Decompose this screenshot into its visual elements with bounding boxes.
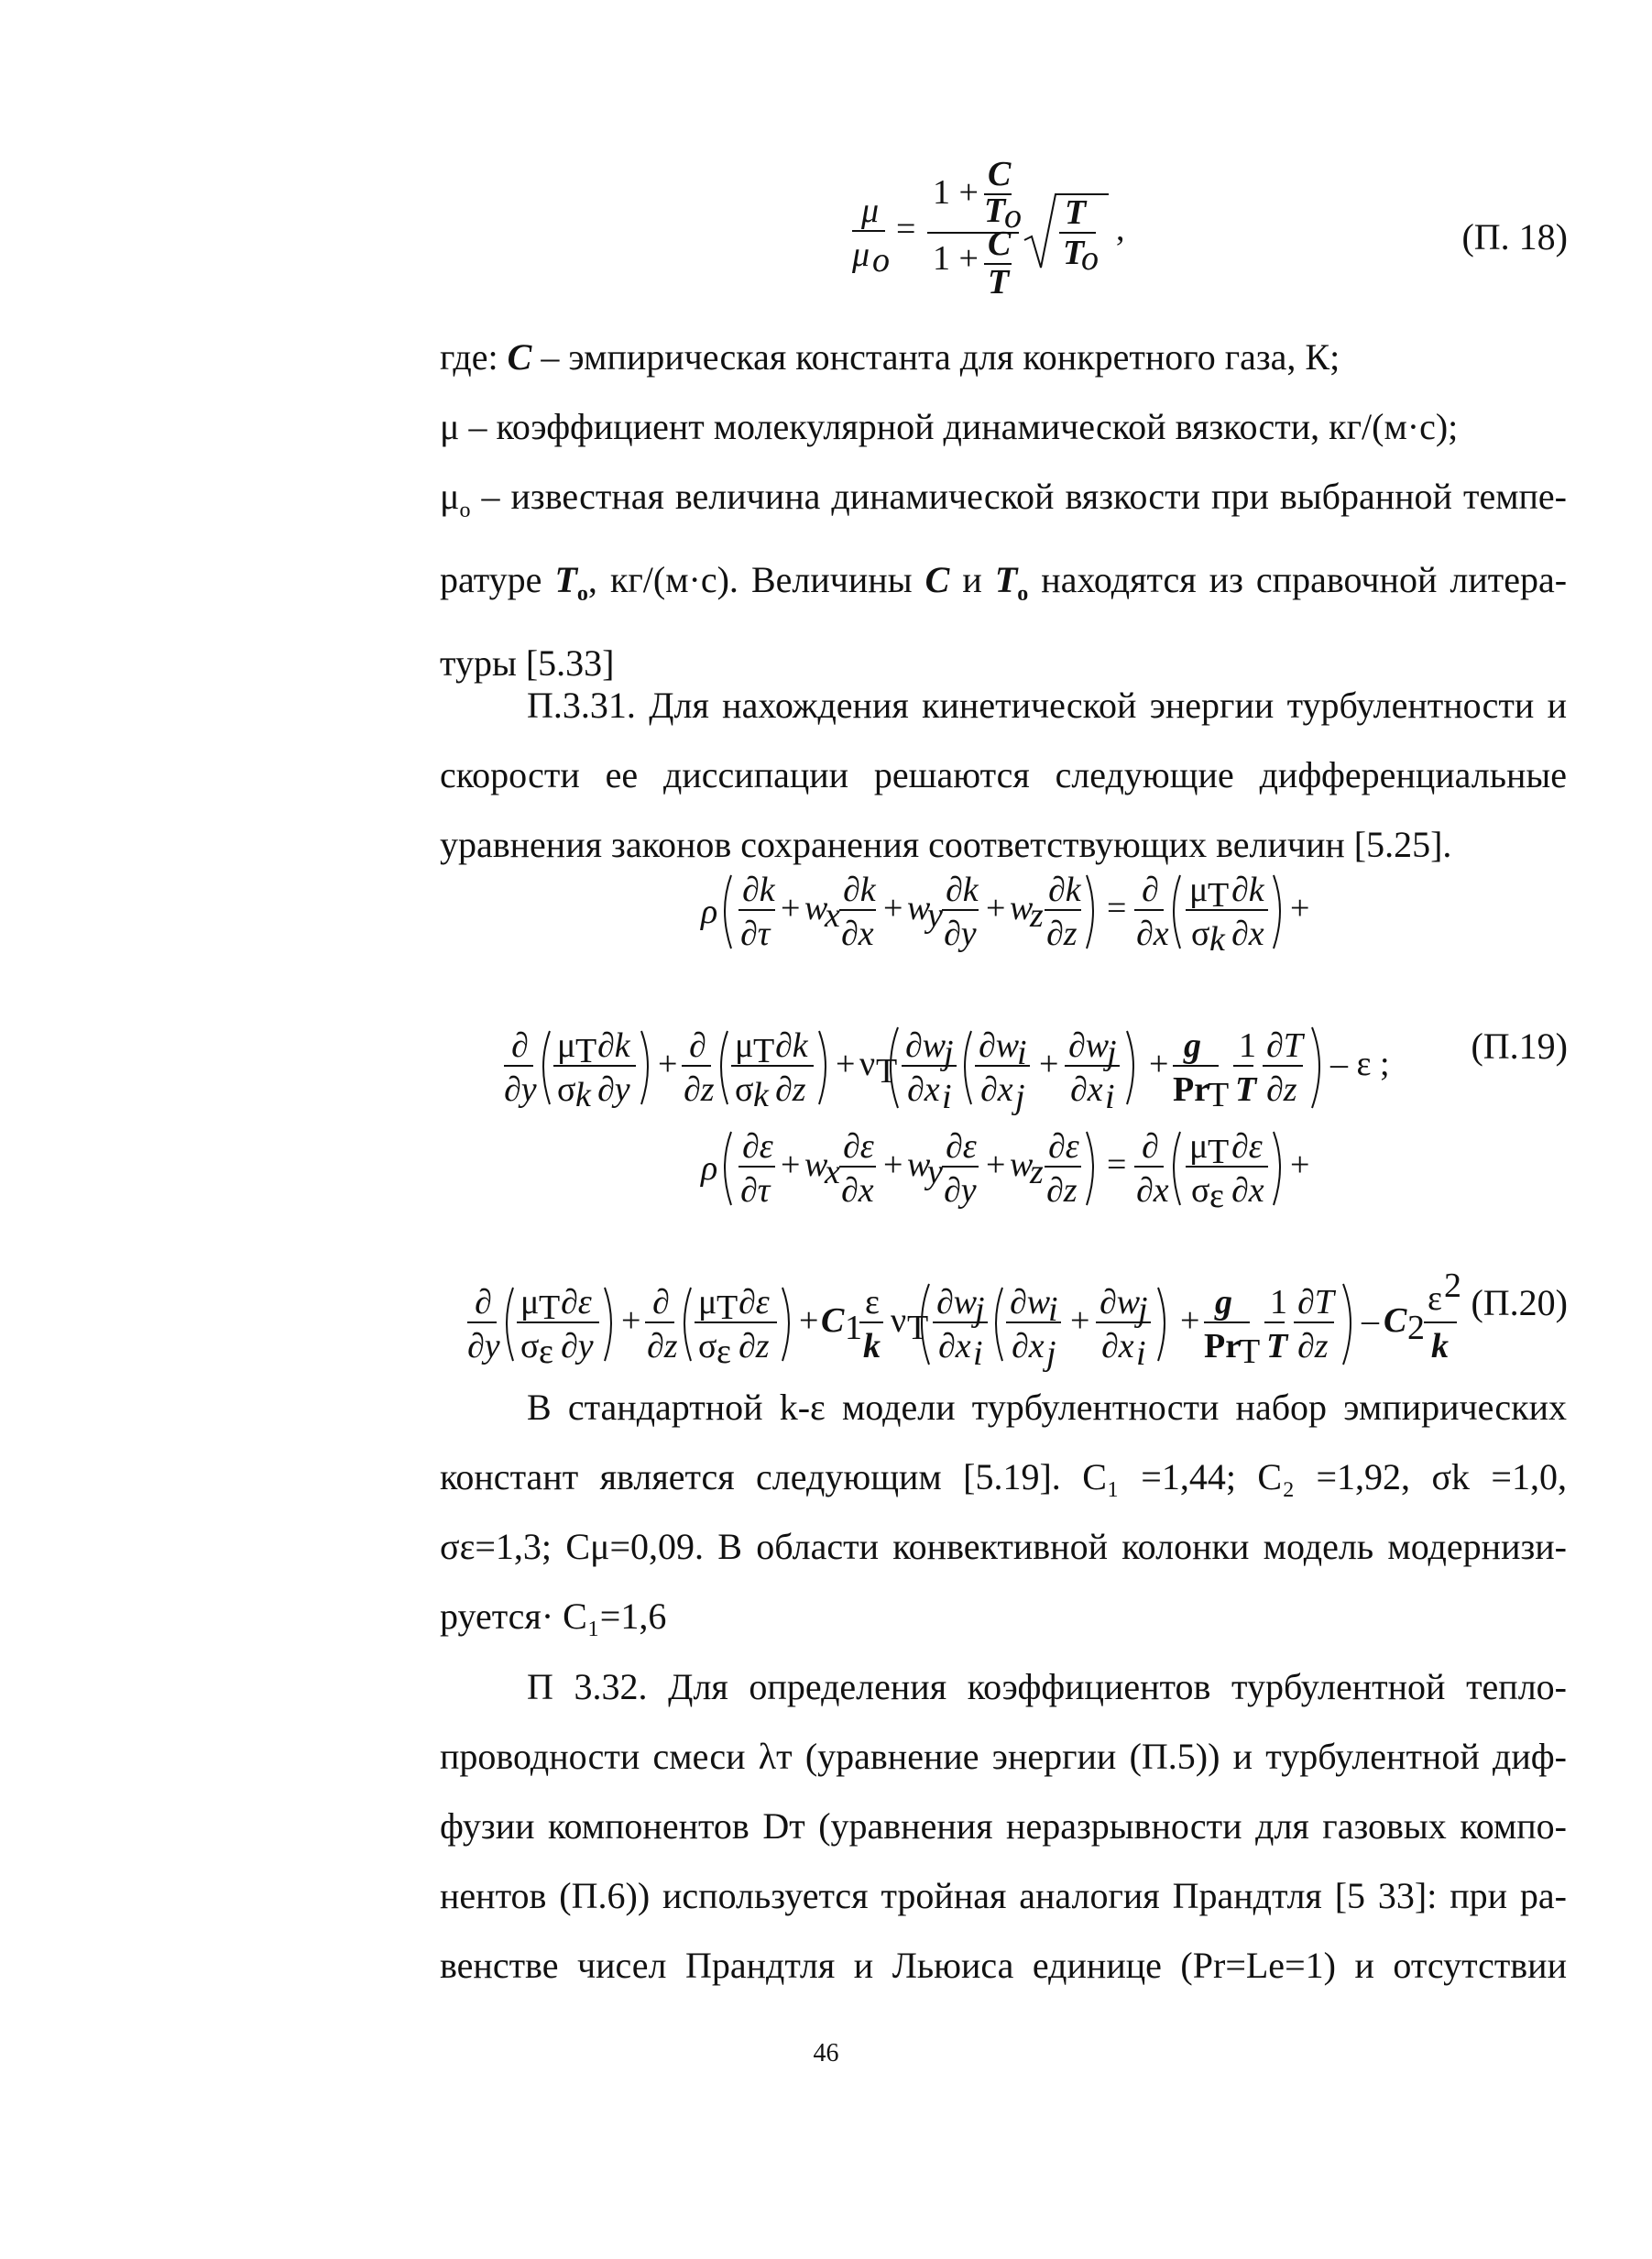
svg-text:∂w: ∂w xyxy=(979,1026,1020,1065)
svg-text:∂k: ∂k xyxy=(843,871,876,909)
svg-text:1: 1 xyxy=(1270,1283,1287,1321)
svg-text:y: y xyxy=(927,1153,943,1191)
svg-text:Pr: Pr xyxy=(1204,1327,1242,1365)
svg-text:o: o xyxy=(872,241,890,280)
svg-text:∂: ∂ xyxy=(689,1026,706,1065)
svg-text:T: T xyxy=(539,1289,561,1327)
svg-text:∂ε: ∂ε xyxy=(946,1127,977,1166)
svg-text:∂x: ∂x xyxy=(907,1070,940,1109)
svg-text:∂: ∂ xyxy=(652,1283,670,1321)
definition-mu0-line2: ратуре $T_o$, кг/(м·с). Величины C и $T_o$ находятся из справочной литера- xyxy=(440,559,1568,606)
svg-text:+: + xyxy=(1070,1301,1090,1340)
svg-text:∂y: ∂y xyxy=(561,1327,594,1365)
svg-text:∂y: ∂y xyxy=(467,1327,500,1365)
svg-text:i: i xyxy=(1136,1334,1146,1373)
svg-text:∂z: ∂z xyxy=(1046,915,1078,953)
svg-text:∂w: ∂w xyxy=(1100,1283,1141,1321)
section-332-line2: проводности смеси λт (уравнение энергии (П.5)) и турбулентной диф- xyxy=(440,1736,1567,1777)
definition-mu0-line3: туры [5.33] xyxy=(440,642,615,684)
svg-text:∂x: ∂x xyxy=(1136,915,1169,953)
svg-text:ρ: ρ xyxy=(701,1149,718,1188)
svg-text:∂ε: ∂ε xyxy=(843,1127,874,1166)
svg-text:w: w xyxy=(1010,889,1034,927)
svg-text:ε: ε xyxy=(539,1332,553,1371)
svg-text:+: + xyxy=(658,1045,678,1083)
svg-text:∂w: ∂w xyxy=(936,1283,978,1321)
svg-text:∂x: ∂x xyxy=(1101,1327,1134,1365)
constants-line4: руется· C₁=1,6 xyxy=(440,1596,667,1637)
section-332-line3: фузии компонентов Dт (уравнения неразрывности для газовых компо- xyxy=(440,1805,1567,1847)
svg-text:T: T xyxy=(1208,1076,1230,1114)
svg-text:1: 1 xyxy=(845,1309,862,1347)
svg-text:ν: ν xyxy=(891,1301,907,1340)
svg-text:T: T xyxy=(575,1032,597,1070)
svg-text:∂ε: ∂ε xyxy=(561,1283,592,1321)
svg-text:j: j xyxy=(1015,1078,1025,1116)
svg-text:∂k: ∂k xyxy=(1231,871,1264,909)
svg-text:i: i xyxy=(1048,1290,1058,1329)
svg-text:σ: σ xyxy=(557,1070,576,1109)
svg-text:T: T xyxy=(753,1032,775,1070)
section-331 xyxy=(440,671,1567,880)
svg-text:+: + xyxy=(1290,889,1310,927)
definitions xyxy=(440,323,1567,698)
equation-p20-svg xyxy=(458,1113,1466,1416)
svg-text:∂z: ∂z xyxy=(647,1327,678,1365)
definition-mu: μ – коэффициент молекулярной динамической вязкости, кг/(м·с); xyxy=(440,406,1459,447)
svg-text:∂k: ∂k xyxy=(946,871,979,909)
svg-text:,: , xyxy=(1116,210,1125,248)
svg-text:T: T xyxy=(1208,876,1230,915)
svg-text:+: + xyxy=(986,889,1006,927)
svg-text:1 +: 1 + xyxy=(933,239,979,278)
svg-text:∂w: ∂w xyxy=(1010,1283,1051,1321)
svg-text:k: k xyxy=(1209,920,1225,959)
svg-text:– ε ;: – ε ; xyxy=(1330,1045,1390,1083)
svg-text:μ: μ xyxy=(852,236,870,274)
svg-text:z: z xyxy=(1030,896,1044,935)
svg-text:μ: μ xyxy=(698,1283,717,1321)
page-number: 46 xyxy=(813,2039,839,2067)
svg-text:C: C xyxy=(821,1301,845,1340)
svg-text:o: o xyxy=(1004,197,1022,236)
svg-text:T: T xyxy=(717,1289,738,1327)
svg-text:∂ε: ∂ε xyxy=(742,1127,773,1166)
svg-text:ρ: ρ xyxy=(701,893,718,931)
svg-text:∂w: ∂w xyxy=(1068,1026,1110,1065)
svg-text:j: j xyxy=(1046,1334,1056,1373)
svg-text:∂: ∂ xyxy=(511,1026,529,1065)
svg-text:+: + xyxy=(1180,1301,1200,1340)
svg-text:∂ε: ∂ε xyxy=(738,1283,770,1321)
svg-text:σ: σ xyxy=(1191,915,1210,953)
svg-text:∂τ: ∂τ xyxy=(740,915,771,953)
svg-text:Pr: Pr xyxy=(1173,1070,1210,1109)
svg-text:∂x: ∂x xyxy=(841,915,874,953)
svg-text:T: T xyxy=(1063,234,1085,272)
constants-line2: констант является следующим [5.19]. C₁ =1,44; C₂ =1,92, σk =1,0, xyxy=(440,1456,1567,1497)
svg-text:j: j xyxy=(944,1034,954,1072)
svg-text:y: y xyxy=(927,896,943,935)
svg-text:∂k: ∂k xyxy=(775,1026,808,1065)
section-331-line3: уравнения законов сохранения соответствующих величин [5.25]. xyxy=(440,824,1452,865)
svg-text:w: w xyxy=(804,1146,828,1184)
svg-text:ν: ν xyxy=(859,1045,876,1083)
svg-text:∂x: ∂x xyxy=(1012,1327,1045,1365)
svg-text:2: 2 xyxy=(1407,1309,1425,1347)
svg-text:∂x: ∂x xyxy=(938,1327,971,1365)
svg-text:w: w xyxy=(804,889,828,927)
svg-text:∂y: ∂y xyxy=(944,915,977,953)
svg-text:∂ε: ∂ε xyxy=(1231,1127,1263,1166)
section-332-line4: нентов (П.6)) используется тройная аналогия Прандтля [5 33]: при ра- xyxy=(440,1875,1567,1916)
constants-line1: В стандартной k-ε модели турбулентности набор эмпирических xyxy=(527,1387,1567,1428)
svg-text:∂z: ∂z xyxy=(1046,1171,1078,1210)
svg-text:μ: μ xyxy=(520,1283,540,1321)
svg-text:i: i xyxy=(973,1334,983,1373)
svg-text:∂y: ∂y xyxy=(504,1070,537,1109)
svg-text:ε: ε xyxy=(1428,1279,1442,1318)
svg-text:∂w: ∂w xyxy=(905,1026,946,1065)
svg-text:∂x: ∂x xyxy=(980,1070,1013,1109)
svg-text:μ: μ xyxy=(1189,1127,1209,1166)
svg-text:j: j xyxy=(975,1290,985,1329)
svg-text:∂ε: ∂ε xyxy=(1048,1127,1079,1166)
definition-c: где: C – эмпирическая константа для конкретного газа, К; xyxy=(440,336,1340,378)
svg-text:σ: σ xyxy=(1191,1171,1210,1210)
svg-text:∂k: ∂k xyxy=(1048,871,1081,909)
equation-p18-svg xyxy=(825,156,1154,321)
equation-number-p18: (П. 18) xyxy=(1461,216,1568,258)
svg-text:k: k xyxy=(863,1327,881,1365)
svg-text:∂z: ∂z xyxy=(1297,1327,1329,1365)
svg-text:T: T xyxy=(1239,1332,1261,1371)
section-332-line5: венстве чисел Прандтля и Льюиса единице (Pr=Le=1) и отсутствии xyxy=(440,1945,1567,1986)
svg-text:g: g xyxy=(1184,1026,1201,1065)
svg-text:C: C xyxy=(988,225,1012,263)
equation-p18 xyxy=(825,156,1154,325)
svg-text:x: x xyxy=(825,1153,840,1191)
svg-text:+: + xyxy=(883,889,903,927)
svg-text:T: T xyxy=(876,1052,898,1091)
svg-text:g: g xyxy=(1215,1283,1232,1321)
svg-text:T: T xyxy=(1235,1070,1257,1109)
svg-text:=: = xyxy=(1107,889,1127,927)
svg-text:μ: μ xyxy=(735,1026,754,1065)
svg-text:μ: μ xyxy=(1189,871,1209,909)
svg-text:ε: ε xyxy=(717,1332,731,1371)
svg-text:+: + xyxy=(1290,1146,1310,1184)
svg-text:+: + xyxy=(883,1146,903,1184)
svg-text:+: + xyxy=(621,1301,641,1340)
svg-text:w: w xyxy=(1010,1146,1034,1184)
svg-text:1 +: 1 + xyxy=(933,173,979,212)
svg-text:ε: ε xyxy=(1209,1177,1224,1215)
svg-text:C: C xyxy=(1384,1301,1407,1340)
svg-text:C: C xyxy=(988,155,1012,193)
section-332-line1: П 3.32. Для определения коэффициентов турбулентной тепло- xyxy=(527,1666,1567,1707)
svg-text:1: 1 xyxy=(1239,1026,1256,1065)
svg-text:T: T xyxy=(1208,1133,1230,1171)
svg-text:j: j xyxy=(1138,1290,1148,1329)
svg-text:w: w xyxy=(907,1146,931,1184)
equation-number-p19: (П.19) xyxy=(1471,1025,1568,1067)
svg-text:∂: ∂ xyxy=(475,1283,492,1321)
svg-text:μ: μ xyxy=(557,1026,576,1065)
svg-text:T: T xyxy=(988,263,1010,302)
svg-text:∂z: ∂z xyxy=(684,1070,715,1109)
svg-text:+: + xyxy=(1149,1045,1169,1083)
svg-text:∂z: ∂z xyxy=(775,1070,806,1109)
svg-text:T: T xyxy=(907,1309,929,1347)
svg-text:k: k xyxy=(1431,1327,1449,1365)
svg-text:k: k xyxy=(575,1076,591,1114)
svg-text:i: i xyxy=(1017,1034,1027,1072)
svg-text:μ: μ xyxy=(861,192,880,230)
svg-text:∂x: ∂x xyxy=(1070,1070,1103,1109)
svg-text:σ: σ xyxy=(735,1070,754,1109)
svg-text:o: o xyxy=(1081,239,1099,278)
svg-text:i: i xyxy=(942,1078,952,1116)
svg-text:k: k xyxy=(753,1076,769,1114)
svg-text:2: 2 xyxy=(1444,1267,1461,1305)
svg-text:σ: σ xyxy=(520,1327,540,1365)
svg-text:w: w xyxy=(907,889,931,927)
svg-text:∂x: ∂x xyxy=(1231,915,1264,953)
svg-text:∂y: ∂y xyxy=(944,1171,977,1210)
svg-text:T: T xyxy=(984,192,1006,230)
svg-text:=: = xyxy=(1107,1146,1127,1184)
svg-text:∂T: ∂T xyxy=(1297,1283,1334,1321)
svg-text:+: + xyxy=(1039,1045,1059,1083)
svg-text:∂k: ∂k xyxy=(742,871,775,909)
constants-paragraph xyxy=(440,1373,1567,1651)
svg-text:σ: σ xyxy=(698,1327,717,1365)
svg-text:∂T: ∂T xyxy=(1266,1026,1303,1065)
svg-text:∂: ∂ xyxy=(1142,871,1159,909)
svg-text:∂z: ∂z xyxy=(1266,1070,1297,1109)
svg-text:∂: ∂ xyxy=(1142,1127,1159,1166)
definition-mu0-line1: $\mu_o$ – известная величина динамической вязкости при выбранной темпе- xyxy=(440,476,1567,522)
section-331-line2: скорости ее диссипации решаются следующие дифференциальные xyxy=(440,754,1567,795)
svg-text:∂x: ∂x xyxy=(1231,1171,1264,1210)
svg-text:j: j xyxy=(1107,1034,1117,1072)
svg-text:+: + xyxy=(781,889,801,927)
svg-text:–: – xyxy=(1362,1301,1379,1340)
svg-text:+: + xyxy=(781,1146,801,1184)
svg-text:x: x xyxy=(825,896,840,935)
section-331-line1: П.3.31. Для нахождения кинетической энергии турбулентности и xyxy=(527,685,1567,726)
constants-line3: σε=1,3; Cμ=0,09. В области конвективной колонки модель модернизи- xyxy=(440,1526,1567,1567)
section-332 xyxy=(440,1652,1567,2001)
svg-text:∂τ: ∂τ xyxy=(740,1171,771,1210)
equation-number-p20: (П.20) xyxy=(1471,1282,1568,1323)
svg-text:∂y: ∂y xyxy=(597,1070,630,1109)
svg-text:T: T xyxy=(1266,1327,1288,1365)
svg-text:=: = xyxy=(896,210,916,248)
svg-text:∂x: ∂x xyxy=(841,1171,874,1210)
svg-text:∂k: ∂k xyxy=(597,1026,630,1065)
svg-text:z: z xyxy=(1030,1153,1044,1191)
svg-text:+: + xyxy=(836,1045,856,1083)
svg-text:ε: ε xyxy=(865,1283,880,1321)
svg-text:+: + xyxy=(986,1146,1006,1184)
svg-text:∂x: ∂x xyxy=(1136,1171,1169,1210)
svg-text:∂z: ∂z xyxy=(738,1327,770,1365)
svg-text:+: + xyxy=(799,1301,819,1340)
svg-text:T: T xyxy=(1065,193,1087,232)
svg-text:i: i xyxy=(1105,1078,1115,1116)
